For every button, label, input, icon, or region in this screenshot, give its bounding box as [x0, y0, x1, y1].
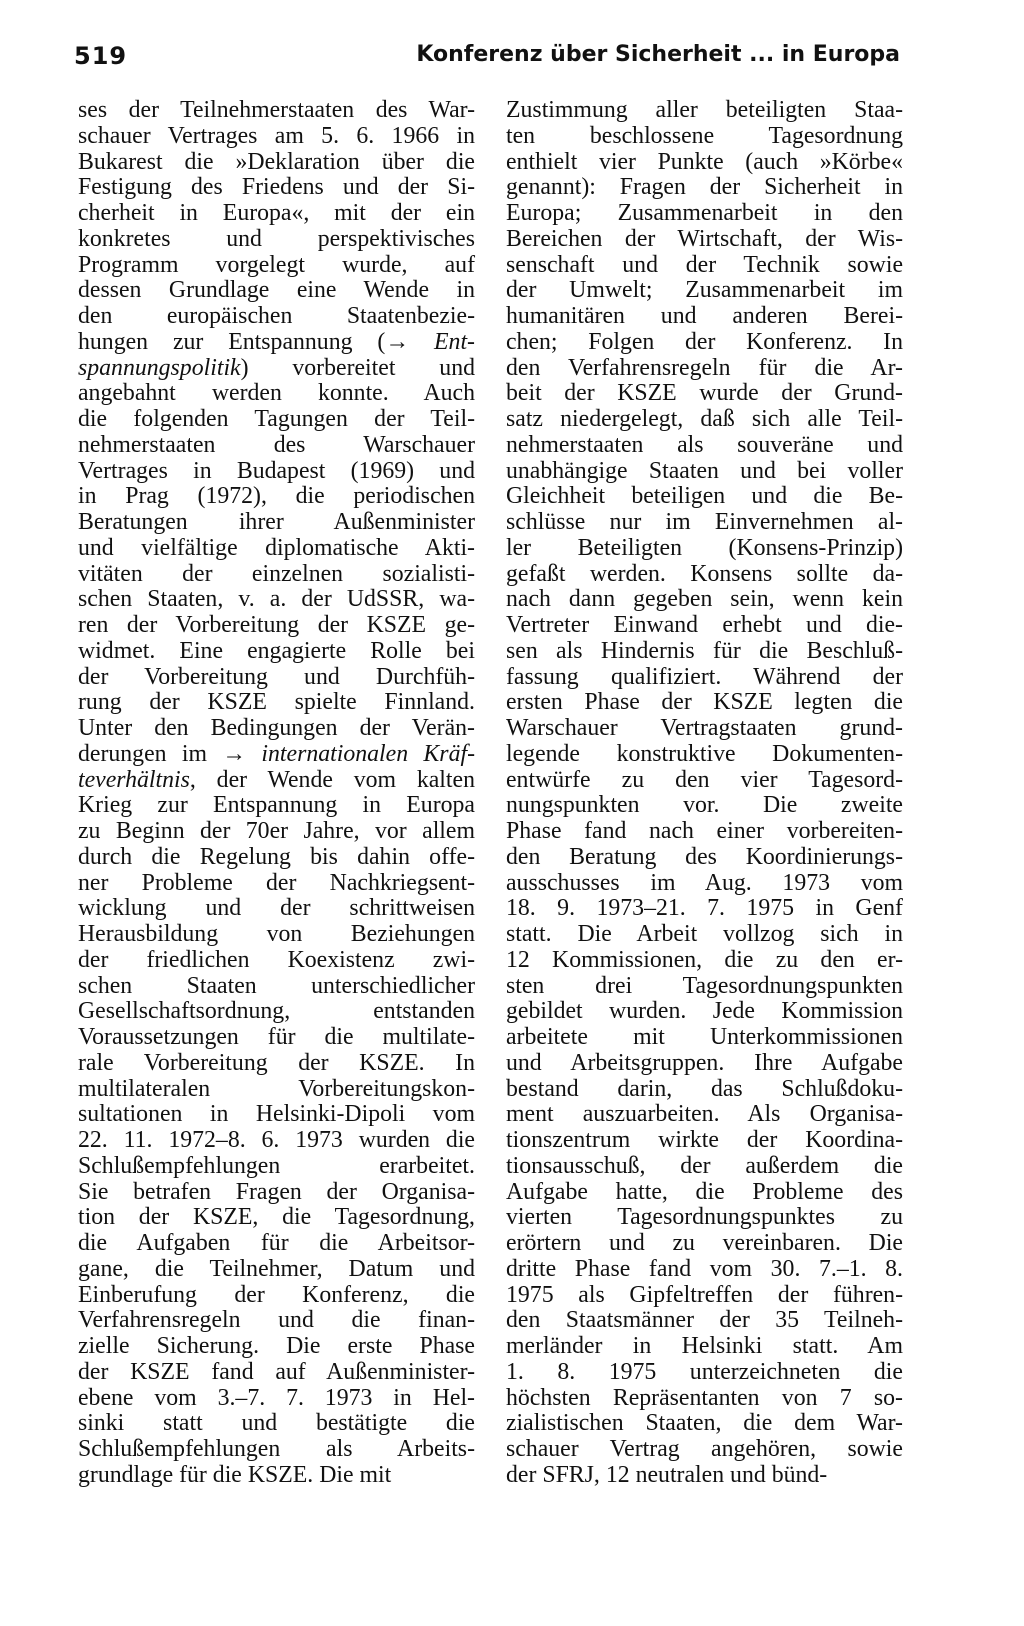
text-line: Einberufung der Konferenz, die [78, 1281, 475, 1308]
cross-reference: teverhältnis [78, 766, 190, 793]
text-line: der friedlichen Koexistenz zwi- [78, 946, 475, 973]
text-line: schauer Vertrag angehören, sowie [506, 1436, 903, 1462]
text-line: sten drei Tagesordnungspunkten [506, 972, 903, 999]
text-line: schen Staaten unterschiedlicher [78, 972, 475, 999]
text-line: rung der KSZE spielte Finnland. [78, 689, 475, 716]
text-line: ren der Vorbereitung der KSZE ge- [78, 612, 475, 638]
page-header [74, 42, 900, 78]
text-line: beit der KSZE wurde der Grund- [506, 380, 903, 407]
text-line: grundlage für die KSZE. Die mit [78, 1461, 392, 1488]
text-line: sultationen in Helsinki-Dipoli vom [78, 1101, 475, 1128]
text-line: spannungspolitik) vorbereitet und [78, 354, 475, 381]
text-line: Krieg zur Entspannung in Europa [78, 792, 475, 819]
text-column-right [506, 98, 903, 1489]
text-line: derungen im → internationalen Kräf- [78, 740, 475, 767]
text-line: enthielt vier Punkte (auch »Körbe« [506, 148, 903, 175]
text-line: dessen Grundlage eine Wende in [78, 277, 475, 304]
text-line: erörtern und zu vereinbaren. Die [506, 1230, 903, 1256]
text-line: ses der Teilnehmerstaaten des War- [78, 97, 475, 123]
text-line: zielle Sicherung. Die erste Phase [78, 1333, 475, 1359]
text-line: Zustimmung aller beteiligten Staa- [506, 97, 903, 123]
page-number: 519 [74, 42, 128, 70]
text-line: Schlußempfehlungen erarbeitet. [78, 1152, 475, 1179]
text-line: zu Beginn der 70er Jahre, vor allem [78, 818, 475, 844]
text-line: nungspunkten vor. Die zweite [506, 792, 903, 819]
text-line: genannt): Fragen der Sicherheit in [506, 174, 903, 201]
text-line: höchsten Repräsentanten von 7 so- [506, 1384, 903, 1411]
text-line: der Vorbereitung und Durchfüh- [78, 663, 475, 690]
text-line: fassung qualifiziert. Während der [506, 663, 903, 690]
text-line: satz niedergelegt, daß sich alle Teil- [506, 406, 903, 432]
cross-reference: Ent- [434, 328, 475, 355]
text-line: bestand darin, das Schlußdoku- [506, 1075, 903, 1102]
text-line: zialistischen Staaten, die dem War- [506, 1410, 903, 1437]
cross-reference: spannungspolitik [78, 354, 241, 381]
text-line: nehmerstaaten des Warschauer [78, 431, 475, 458]
text-line: vierten Tagesordnungspunktes zu [506, 1204, 903, 1231]
text-line: der Umwelt; Zusammenarbeit im [506, 277, 903, 304]
text-line: sinki statt und bestätigte die [78, 1410, 475, 1437]
text-line: widmet. Eine engagierte Rolle bei [78, 637, 475, 664]
text-line: 1. 8. 1975 unterzeichneten die [506, 1358, 903, 1385]
text-line: Voraussetzungen für die multilate- [78, 1024, 475, 1050]
text-line: wicklung und der schrittweisen [78, 895, 475, 922]
text-line: dritte Phase fand vom 30. 7.–1. 8. [506, 1255, 903, 1282]
text-line: Aufgabe hatte, die Probleme des [506, 1178, 903, 1205]
text-line: rale Vorbereitung der KSZE. In [78, 1049, 475, 1076]
text-line: merländer in Helsinki statt. Am [506, 1333, 903, 1359]
text-line: tionszentrum wirkte der Koordina- [506, 1127, 903, 1153]
text-line: 22. 11. 1972–8. 6. 1973 wurden die [78, 1127, 475, 1153]
text-line: humanitären und anderen Berei- [506, 303, 903, 329]
text-line: angebahnt werden konnte. Auch [78, 380, 475, 407]
text-column-left [78, 98, 475, 1489]
text-line: Bereichen der Wirtschaft, der Wis- [506, 225, 903, 252]
text-line: Beratungen ihrer Außenminister [78, 509, 475, 535]
text-line: legende konstruktive Dokumenten- [506, 740, 903, 767]
text-line: gefaßt werden. Konsens sollte da- [506, 560, 903, 587]
text-line: hungen zur Entspannung (→ Ent- [78, 328, 475, 355]
text-line: vitäten der einzelnen sozialisti- [78, 560, 475, 587]
text-line: ler Beteiligten (Konsens-Prinzip) [506, 534, 903, 561]
text-line: Vertrages in Budapest (1969) und [78, 457, 475, 484]
text-line: ersten Phase der KSZE legten die [506, 689, 903, 716]
text-line: Sie betrafen Fragen der Organisa- [78, 1178, 475, 1205]
text-line: Herausbildung von Beziehungen [78, 921, 475, 947]
text-line: durch die Regelung bis dahin offe- [78, 843, 475, 870]
text-line: gebildet wurden. Jede Kommission [506, 998, 903, 1025]
text-line: Programm vorgelegt wurde, auf [78, 251, 475, 278]
text-line: gane, die Teilnehmer, Datum und [78, 1255, 475, 1282]
text-line: den europäischen Staatenbezie- [78, 303, 475, 329]
text-line: und vielfältige diplomatische Akti- [78, 534, 475, 561]
text-line: chen; Folgen der Konferenz. In [506, 328, 903, 355]
text-line: tion der KSZE, die Tagesordnung, [78, 1204, 475, 1231]
text-line: cherheit in Europa«, mit der ein [78, 200, 475, 226]
cross-reference: internationalen Kräf- [261, 740, 475, 767]
text-line: der SFRJ, 12 neutralen und bünd- [506, 1461, 828, 1488]
text-line: statt. Die Arbeit vollzog sich in [506, 921, 903, 947]
text-line: teverhältnis, der Wende vom kalten [78, 766, 475, 793]
text-line: der KSZE fand auf Außenminister- [78, 1358, 475, 1385]
text-line: Warschauer Vertragstaaten grund- [506, 715, 903, 741]
text-line: Gleichheit beteiligen und die Be- [506, 483, 903, 510]
text-line: Verfahrensregeln und die finan- [78, 1307, 475, 1334]
text-line: den Staatsmänner der 35 Teilneh- [506, 1307, 903, 1334]
text-line: die Aufgaben für die Arbeitsor- [78, 1230, 475, 1256]
text-line: Schlußempfehlungen als Arbeits- [78, 1436, 475, 1462]
text-line: Gesellschaftsordnung, entstanden [78, 998, 475, 1025]
text-line: multilateralen Vorbereitungskon- [78, 1075, 475, 1102]
text-line: in Prag (1972), die periodischen [78, 483, 475, 510]
text-line: Phase fand nach einer vorbereiten- [506, 818, 903, 844]
text-line: tionsausschuß, der außerdem die [506, 1152, 903, 1179]
text-line: ten beschlossene Tagesordnung [506, 122, 903, 149]
text-line: entwürfe zu den vier Tagesord- [506, 766, 903, 793]
running-head: Konferenz über Sicherheit ... in Europa [416, 42, 900, 67]
text-line: ausschusses im Aug. 1973 vom [506, 869, 903, 896]
text-line: 12 Kommissionen, die zu den er- [506, 946, 903, 973]
text-line: die folgenden Tagungen der Teil- [78, 406, 475, 432]
text-line: schauer Vertrages am 5. 6. 1966 in [78, 122, 475, 149]
text-line: Festigung des Friedens und der Si- [78, 174, 475, 201]
text-line: Europa; Zusammenarbeit in den [506, 200, 903, 226]
text-line: schen Staaten, v. a. der UdSSR, wa- [78, 586, 475, 613]
text-line: den Verfahrensregeln für die Ar- [506, 354, 903, 381]
text-line: und Arbeitsgruppen. Ihre Aufgabe [506, 1049, 903, 1076]
text-line: senschaft und der Technik sowie [506, 251, 903, 278]
text-line: Vertreter Einwand erhebt und die- [506, 612, 903, 638]
text-line: Bukarest die »Deklaration über die [78, 148, 475, 175]
text-line: ner Probleme der Nachkriegsent- [78, 869, 475, 896]
text-line: schlüsse nur im Einvernehmen al- [506, 509, 903, 535]
text-line: den Beratung des Koordinierungs- [506, 843, 903, 870]
text-line: arbeitete mit Unterkommissionen [506, 1024, 903, 1050]
text-line: sen als Hindernis für die Beschluß- [506, 637, 903, 664]
text-line: unabhängige Staaten und bei voller [506, 457, 903, 484]
text-line: ment auszuarbeiten. Als Organisa- [506, 1101, 903, 1128]
text-line: Unter den Bedingungen der Verän- [78, 715, 475, 741]
text-line: ebene vom 3.–7. 7. 1973 in Hel- [78, 1384, 475, 1411]
text-line: nehmerstaaten als souveräne und [506, 431, 903, 458]
text-line: 18. 9. 1973–21. 7. 1975 in Genf [506, 895, 903, 922]
text-line: 1975 als Gipfeltreffen der führen- [506, 1281, 903, 1308]
text-line: nach dann gegeben sein, wenn kein [506, 586, 903, 613]
text-line: konkretes und perspektivisches [78, 225, 475, 252]
